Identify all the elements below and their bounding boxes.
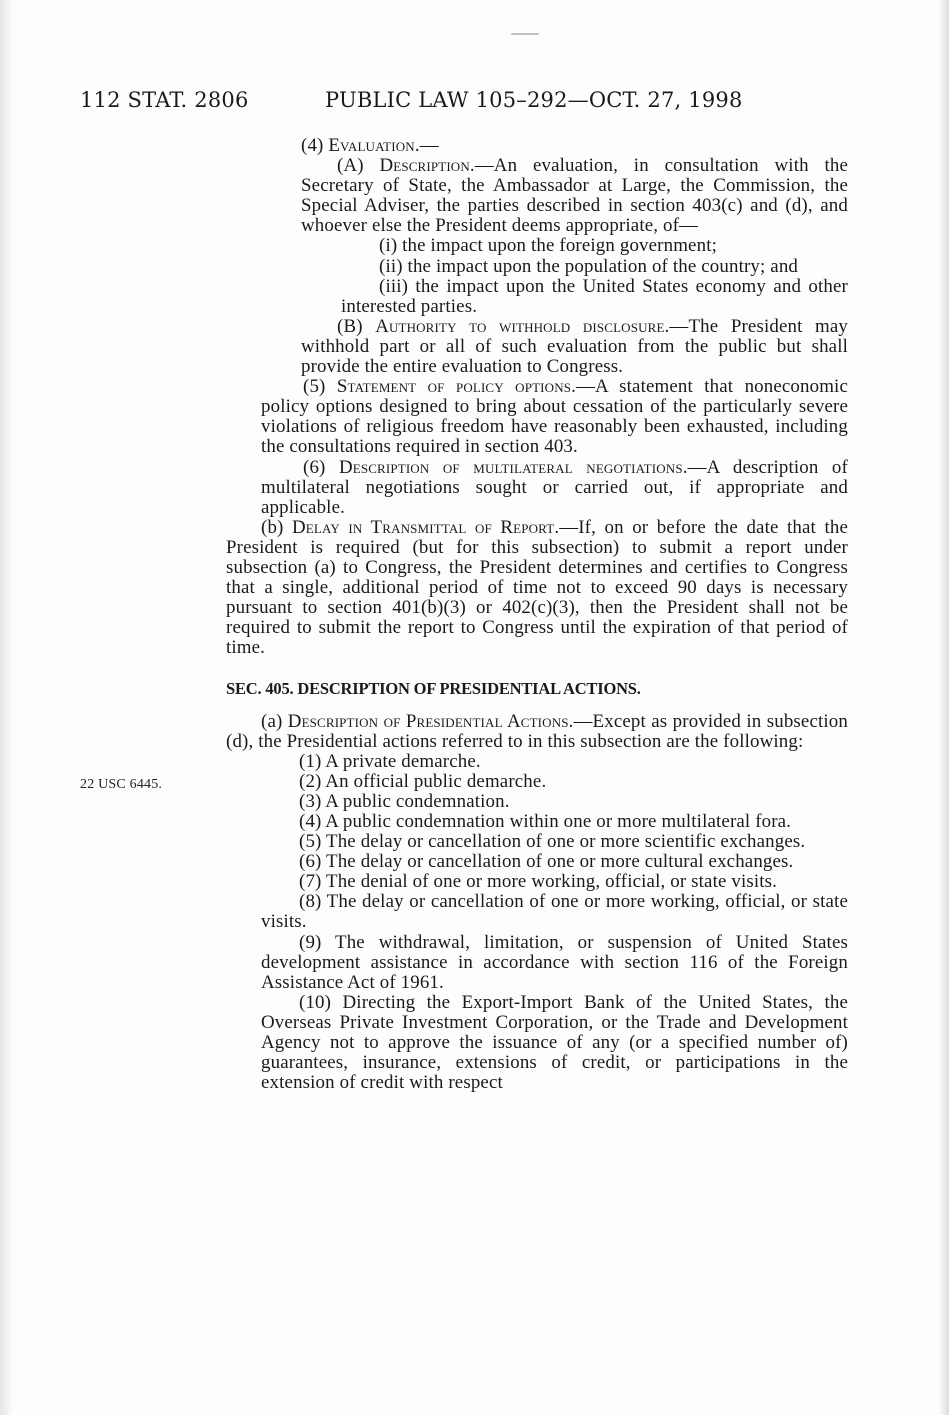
action-item: (9) The withdrawal, limitation, or suspension of United States development assistance in accordance with section 116 of the Foreign Assistance Act of 1961. bbox=[261, 931, 848, 993]
page-stat-number: 112 STAT. 2806 bbox=[80, 88, 249, 112]
section-405-heading: SEC. 405. DESCRIPTION OF PRESIDENTIAL ACTIONS. bbox=[226, 679, 641, 699]
action-item: (3) A public condemnation. bbox=[299, 790, 510, 812]
action-item: (1) A private demarche. bbox=[299, 750, 481, 772]
document-body bbox=[226, 136, 848, 1093]
paragraph-4-heading: (4) Evaluation.— bbox=[301, 135, 439, 156]
item-ii: (ii) the impact upon the population of the country; and bbox=[379, 255, 799, 277]
subsection-a-actions: (a) Description of Presidential Actions.—Except as provided in subsection (d), the Presidential actions referred to in this subsection are the following: bbox=[226, 710, 848, 752]
action-item: (4) A public condemnation within one or more multilateral fora. bbox=[299, 811, 792, 832]
action-item: (5) The delay or cancellation of one or more scientific exchanges. bbox=[299, 831, 806, 853]
item-i: (i) the impact upon the foreign government; bbox=[379, 235, 717, 257]
paragraph-4a-description: (A) Description.—An evaluation, in consultation with the Secretary of State, the Ambassador at Large, the Commission, the Special Adviser, the parties described in section 403(c) and (d), and whoever else the President deems appropriate, of— bbox=[301, 155, 848, 237]
paragraph-5-policy-options: (5) Statement of policy options.—A statement that noneconomic policy options designed to bring about cessation of the particularly severe violations of religious freedom have reasonably been exhausted, including the consultations required in section 403. bbox=[261, 376, 848, 458]
action-item: (2) An official public demarche. bbox=[299, 770, 547, 792]
action-item: (8) The delay or cancellation of one or more working, official, or state visits. bbox=[261, 891, 848, 933]
scan-mark bbox=[511, 33, 539, 35]
paragraph-4b-authority: (B) Authority to withhold disclosure.—The President may withhold part or all of such evaluation from the public but shall provide the entire evaluation to Congress. bbox=[301, 315, 848, 378]
page-right-edge-shadow bbox=[939, 0, 949, 1415]
paragraph-6-negotiations: (6) Description of multilateral negotiations.—A description of multilateral negotiations sought or carried out, if appropriate and applicable. bbox=[261, 456, 848, 518]
page-left-edge-shadow bbox=[0, 0, 14, 1415]
subsection-b-delay: (b) Delay in Transmittal of Report.—If, on or before the date that the President is required (but for this subsection) to submit a report under subsection (a) to Congress, the President determines and certifies to Congress that a single, additional period of time not to exceed 90 days is necessary pursuant to section 401(b)(3) or 402(c)(3), then the President shall not be required to submit the report to Congress until the expiration of that period of time. bbox=[226, 516, 848, 659]
margin-citation: 22 USC 6445. bbox=[80, 777, 163, 792]
item-iii: (iii) the impact upon the United States economy and other interested parties. bbox=[341, 275, 848, 317]
page-law-title: PUBLIC LAW 105–292—OCT. 27, 1998 bbox=[325, 88, 743, 112]
action-item: (6) The delay or cancellation of one or more cultural exchanges. bbox=[299, 851, 794, 873]
action-item: (10) Directing the Export-Import Bank of the United States, the Overseas Private Investment Corporation, or the Trade and Development Agency not to approve the issuance of any (or a specified number of) guarantees, insurance, extensions of credit, or participations in the extension of credit with respect bbox=[261, 991, 848, 1094]
action-item: (7) The denial of one or more working, official, or state visits. bbox=[299, 871, 778, 893]
